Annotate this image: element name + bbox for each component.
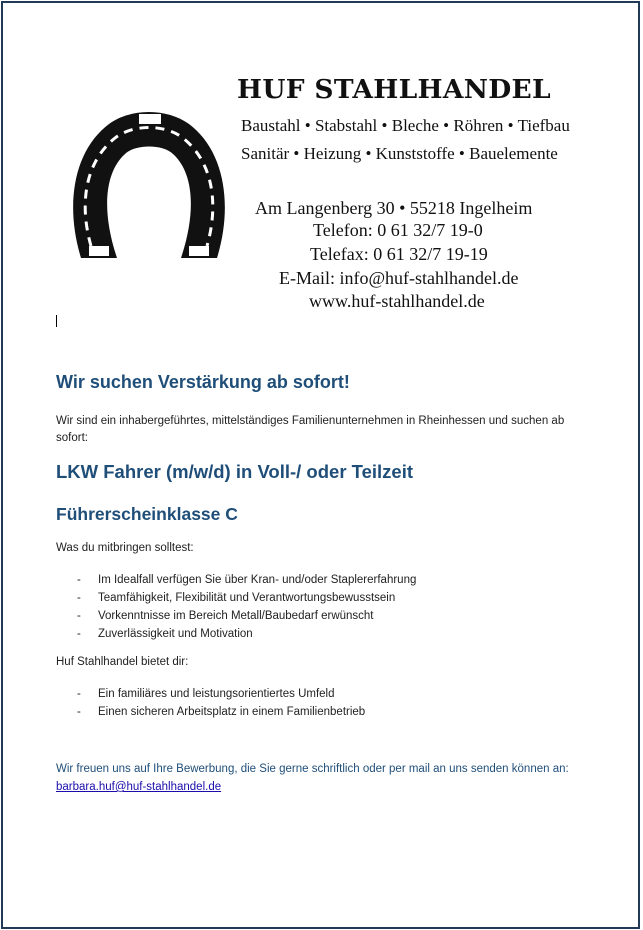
company-address: Am Langenberg 30 • 55218 Ingelheim xyxy=(255,198,533,218)
text-cursor xyxy=(56,315,57,327)
list-item: - Einen sicheren Arbeitsplatz in einem Familienbetrieb xyxy=(77,703,365,721)
intro-paragraph: Wir sind ein inhabergeführtes, mittelständiges Familienunternehmen in Rheinhessen und suchen ab sofort: xyxy=(56,415,565,444)
closing-text: Wir freuen uns auf Ihre Bewerbung, die Sie gerne schriftlich oder per mail an uns senden können an: xyxy=(56,763,569,775)
requirements-list xyxy=(77,571,416,643)
company-name: HUF STAHLHANDEL xyxy=(237,74,551,105)
contact-email-link[interactable]: barbara.huf@huf-stahlhandel.de xyxy=(56,781,222,793)
list-item: - Ein familiäres und leistungsorientiertes Umfeld xyxy=(77,685,365,703)
list-item: - Im Idealfall verfügen Sie über Kran- und/oder Staplererfahrung xyxy=(77,571,416,589)
company-website: www.huf-stahlhandel.de xyxy=(309,291,485,311)
list-item: - Teamfähigkeit, Flexibilität und Verantwortungsbewusstsein xyxy=(77,589,416,607)
offers-label: Huf Stahlhandel bietet dir: xyxy=(56,656,189,668)
company-email: E-Mail: info@huf-stahlhandel.de xyxy=(279,268,519,288)
bullet-dash: - xyxy=(77,610,81,622)
bullet-dash: - xyxy=(77,592,81,604)
company-fax: Telefax: 0 61 32/7 19-19 xyxy=(310,244,488,264)
bullet-dash: - xyxy=(77,688,81,700)
bullet-dash: - xyxy=(77,628,81,640)
job-title: LKW Fahrer (m/w/d) in Voll-/ oder Teilzeit xyxy=(56,461,413,482)
bullet-dash: - xyxy=(77,706,81,718)
company-phone: Telefon: 0 61 32/7 19-0 xyxy=(313,220,483,240)
requirements-label: Was du mitbringen solltest: xyxy=(56,542,194,554)
company-logo xyxy=(57,52,575,324)
offers-list xyxy=(77,685,365,721)
horseshoe-icon xyxy=(69,106,229,276)
page-headline: Wir suchen Verstärkung ab sofort! xyxy=(56,372,350,392)
product-line-1: Baustahl • Stabstahl • Bleche • Röhren • Tiefbau xyxy=(241,116,570,135)
licence-requirement: Führerscheinklasse C xyxy=(56,504,238,524)
list-item: - Zuverlässigkeit und Motivation xyxy=(77,625,416,643)
bullet-dash: - xyxy=(77,574,81,586)
product-line-2: Sanitär • Heizung • Kunststoffe • Bauelemente xyxy=(241,144,558,163)
list-item: - Vorkenntnisse im Bereich Metall/Baubedarf erwünscht xyxy=(77,607,416,625)
